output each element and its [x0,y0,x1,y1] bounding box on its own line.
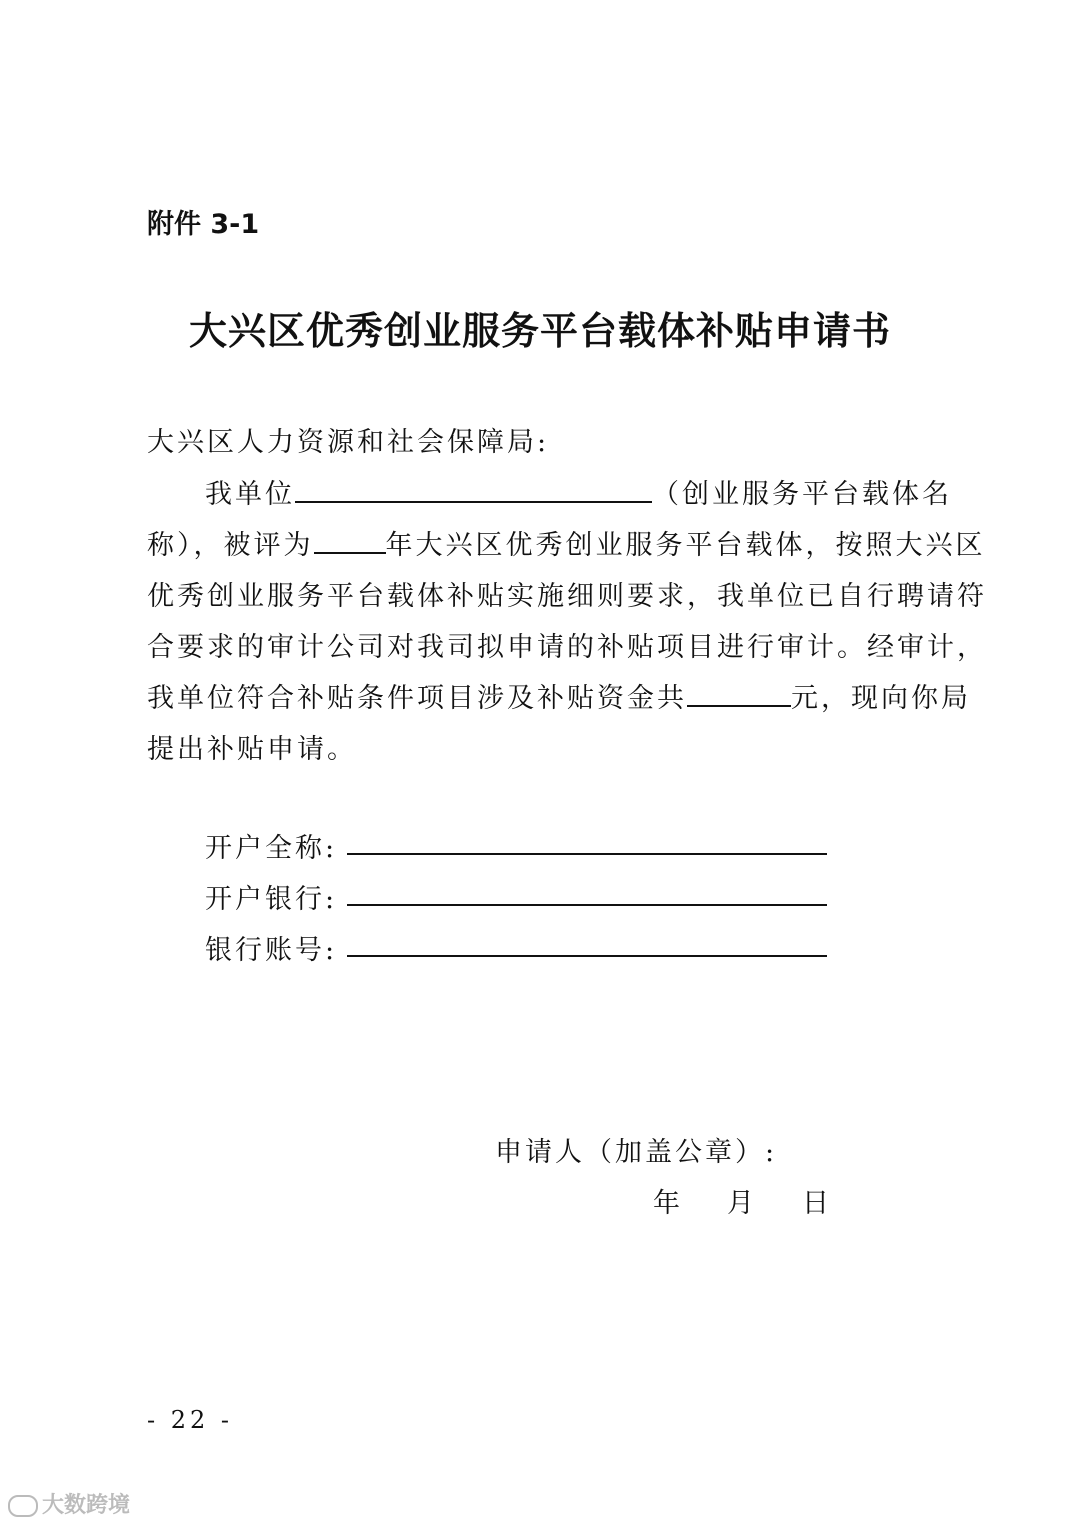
body-line-6: 提出补贴申请。 [147,734,357,765]
year-blank[interactable] [314,528,386,554]
body-line-3: 优秀创业服务平台载体补贴实施细则要求，我单位已自行聘请符 [147,581,987,612]
attachment-label: 附件 3-1 [147,209,260,240]
account-name-field[interactable] [347,853,827,855]
body-line-2 [147,523,986,562]
body-line-1 [205,472,952,511]
watermark-logo-icon [8,1495,38,1517]
bank-label: 开户银行: [205,884,338,915]
account-name-label: 开户全称: [205,833,338,864]
amount-blank[interactable] [687,681,791,707]
body-line-4: 合要求的审计公司对我司拟申请的补贴项目进行审计。经审计， [147,632,987,663]
page-number: - 22 - [147,1406,234,1434]
body-line-5 [147,676,971,715]
account-number-label: 银行账号: [205,935,338,966]
account-number-field[interactable] [347,955,827,957]
watermark [8,1488,130,1519]
document-title: 大兴区优秀创业服务平台载体补贴申请书 [188,308,891,353]
body-line-1-suffix: （创业服务平台载体名 [652,479,952,510]
platform-name-blank[interactable] [295,477,652,503]
date-day-label: 日 [802,1188,832,1219]
body-line-5-prefix: 我单位符合补贴条件项目涉及补贴资金共 [147,683,687,714]
watermark-text: 大数跨境 [42,1493,131,1518]
applicant-seal-label: 申请人（加盖公章）: [495,1137,778,1168]
bank-field[interactable] [347,904,827,906]
date-month-label: 月 [727,1188,757,1219]
body-line-5-suffix: 元，现向你局 [791,683,971,714]
body-line-2-suffix: 年大兴区优秀创业服务平台载体，按照大兴区 [385,530,986,561]
body-line-2-prefix: 称），被评为 [147,530,314,561]
addressee: 大兴区人力资源和社会保障局: [147,427,550,458]
body-line-1-prefix: 我单位 [205,479,295,510]
date-year-label: 年 [653,1188,683,1219]
